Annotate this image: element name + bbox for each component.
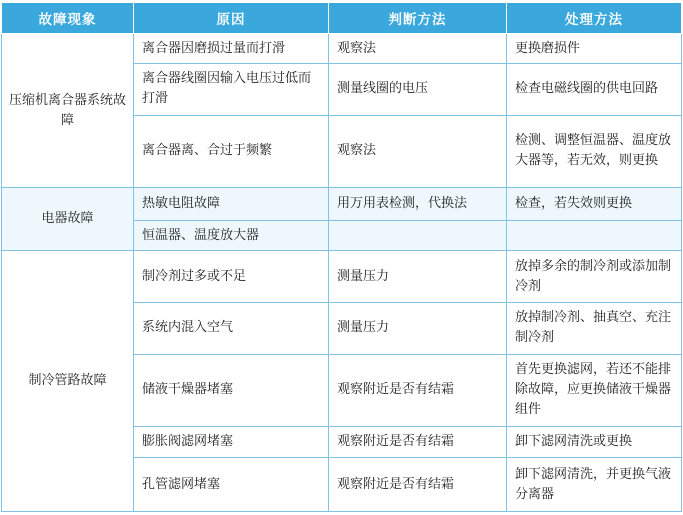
- cause-cell: 离合器离、合过于频繁: [134, 115, 329, 187]
- solution-cell: 放掉多余的制冷剂或添加制冷剂: [507, 251, 682, 303]
- header-phenomenon: 故障现象: [2, 3, 134, 34]
- table-row: [2, 251, 682, 303]
- solution-cell: 检测、调整恒温器、温度放大器等，若无效，则更换: [507, 115, 682, 187]
- cause-cell: 离合器因磨损过量而打滑: [134, 34, 329, 64]
- phenomenon-cell: 压缩机离合器系统故障: [2, 34, 134, 188]
- diagnosis-cell: 测量压力: [329, 251, 507, 303]
- solution-cell: 卸下滤网清洗，并更换气液分离器: [507, 458, 682, 512]
- solution-cell: [507, 221, 682, 251]
- diagnosis-cell: 测量线圈的电压: [329, 64, 507, 116]
- solution-cell: 检查，若失效则更换: [507, 188, 682, 221]
- solution-cell: 首先更换滤网，若还不能排除故障，应更换储液干燥器组件: [507, 354, 682, 426]
- cause-cell: 系统内混入空气: [134, 302, 329, 354]
- solution-cell: 更换磨损件: [507, 34, 682, 64]
- header-cause: 原因: [134, 3, 329, 34]
- diagnosis-cell: 观察法: [329, 115, 507, 187]
- fault-table: [1, 2, 682, 512]
- header-row: [2, 3, 682, 34]
- table-body: [2, 34, 682, 512]
- diagnosis-cell: 观察附近是否有结霜: [329, 427, 507, 458]
- cause-cell: 孔管滤网堵塞: [134, 458, 329, 512]
- solution-cell: 卸下滤网清洗或更换: [507, 427, 682, 458]
- solution-cell: 检查电磁线圈的供电回路: [507, 64, 682, 116]
- phenomenon-cell: 电器故障: [2, 188, 134, 251]
- cause-cell: 膨胀阀滤网堵塞: [134, 427, 329, 458]
- cause-cell: 储液干燥器堵塞: [134, 354, 329, 426]
- table-row: [2, 188, 682, 221]
- cause-cell: 恒温器、温度放大器: [134, 221, 329, 251]
- phenomenon-cell: 制冷管路故障: [2, 251, 134, 512]
- diagnosis-cell: 观察附近是否有结霜: [329, 354, 507, 426]
- header-diagnosis: 判断方法: [329, 3, 507, 34]
- diagnosis-cell: [329, 221, 507, 251]
- cause-cell: 离合器线圈因输入电压过低而打滑: [134, 64, 329, 116]
- diagnosis-cell: 用万用表检测，代换法: [329, 188, 507, 221]
- table-header: [2, 3, 682, 34]
- diagnosis-cell: 观察法: [329, 34, 507, 64]
- diagnosis-cell: 测量压力: [329, 302, 507, 354]
- cause-cell: 制冷剂过多或不足: [134, 251, 329, 303]
- diagnosis-cell: 观察附近是否有结霜: [329, 458, 507, 512]
- header-solution: 处理方法: [507, 3, 682, 34]
- solution-cell: 放掉制冷剂、抽真空、充注制冷剂: [507, 302, 682, 354]
- table-row: [2, 34, 682, 64]
- cause-cell: 热敏电阻故障: [134, 188, 329, 221]
